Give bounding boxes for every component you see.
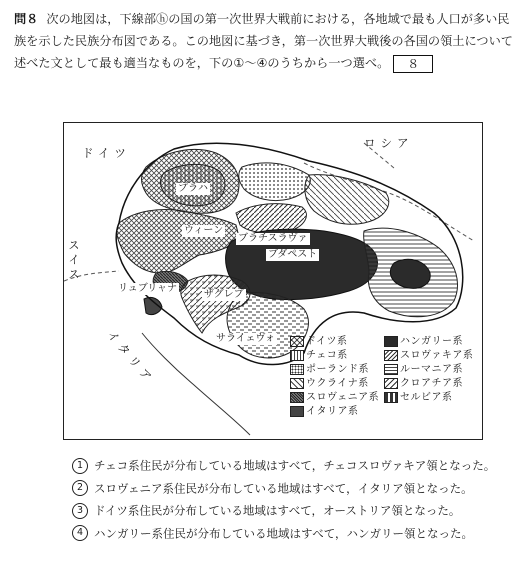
legend-item-polish: ポーランド系 (290, 363, 369, 376)
legend-item-slovak: スロヴァキア系 (384, 349, 473, 362)
label-switzerland: スイス (67, 239, 81, 283)
question-body: 次の地図は，下線部ⓗの国の第一次世界大戦前における，各地域で最も人口が多い民族を示した民族分布図である。この地図に基づき，第一次世界大戦後の各国の領土について述べた文として最も適当なものを，下の①～④のうちから一つ選べ。 (14, 12, 513, 70)
legend-swatch-croatian (384, 378, 398, 389)
legend-item-hungarian: ハンガリー系 (384, 335, 463, 348)
legend-swatch-polish (290, 364, 304, 375)
legend-swatch-german (290, 336, 304, 347)
choice-text: ハンガリー系住民が分布している地域はすべて，ハンガリー領となった。 (94, 526, 474, 540)
city-vienna: ウィーン (184, 225, 224, 236)
choice-text: チェコ系住民が分布している地域はすべて，チェコスロヴァキア領となった。 (94, 458, 496, 473)
choice-number: 3 (72, 503, 88, 519)
legend-swatch-serbian (384, 392, 398, 403)
legend-item-czech: チェコ系 (290, 349, 348, 362)
adriatic-coastline (142, 333, 250, 435)
legend-swatch-slovenian (290, 392, 304, 403)
legend-swatch-hungarian (384, 336, 398, 347)
region-slovak (236, 204, 306, 233)
ethnic-map (63, 122, 483, 440)
region-german (117, 210, 240, 274)
region-polish (239, 163, 311, 201)
legend-item-italian: イタリア系 (290, 405, 359, 418)
legend-item-croatian: クロアチア系 (384, 377, 463, 390)
choice-number: 1 (72, 458, 88, 474)
legend-item-serbian: セルビア系 (384, 391, 453, 404)
choice-1[interactable] (72, 454, 512, 477)
city-bratislava: ブラチスラヴァ (238, 233, 308, 244)
question-number: 問８ (14, 12, 39, 26)
legend-swatch-slovak (384, 350, 398, 361)
legend-swatch-romanian (384, 364, 398, 375)
question-header (14, 8, 514, 74)
city-ljubljana: リュブリャナ (118, 283, 177, 294)
legend-item-slovenian: スロヴェニア系 (290, 391, 379, 404)
choice-text: スロヴェニア系住民が分布している地域はすべて，イタリア領となった。 (94, 481, 473, 495)
legend-item-ukrainian: ウクライナ系 (290, 377, 369, 390)
city-sarajevo: サライェヴォ (216, 333, 276, 344)
legend-item-romanian: ルーマニア系 (384, 363, 463, 376)
answer-choices (72, 454, 512, 544)
label-italy: イタリア (104, 327, 158, 388)
choice-2[interactable] (72, 477, 512, 500)
choice-number: 2 (72, 480, 88, 496)
legend-swatch-ukrainian (290, 378, 304, 389)
legend-item-german: ドイツ系 (290, 335, 348, 348)
choice-3[interactable] (72, 499, 512, 522)
city-prague: プラハ (178, 183, 208, 194)
label-russia: ロシア (364, 136, 414, 150)
city-budapest: ブダペスト (268, 249, 318, 260)
legend-swatch-italian (290, 406, 304, 417)
choice-4[interactable] (72, 522, 512, 545)
answer-box[interactable]: ８ (393, 55, 433, 73)
label-germany: ドイツ (82, 146, 131, 160)
choice-text: ドイツ系住民が分布している地域はすべて，オーストリア領となった。 (94, 503, 461, 518)
choice-number: 4 (72, 525, 88, 541)
city-zagreb: ザグレブ (204, 289, 244, 300)
legend-swatch-czech (290, 350, 304, 361)
